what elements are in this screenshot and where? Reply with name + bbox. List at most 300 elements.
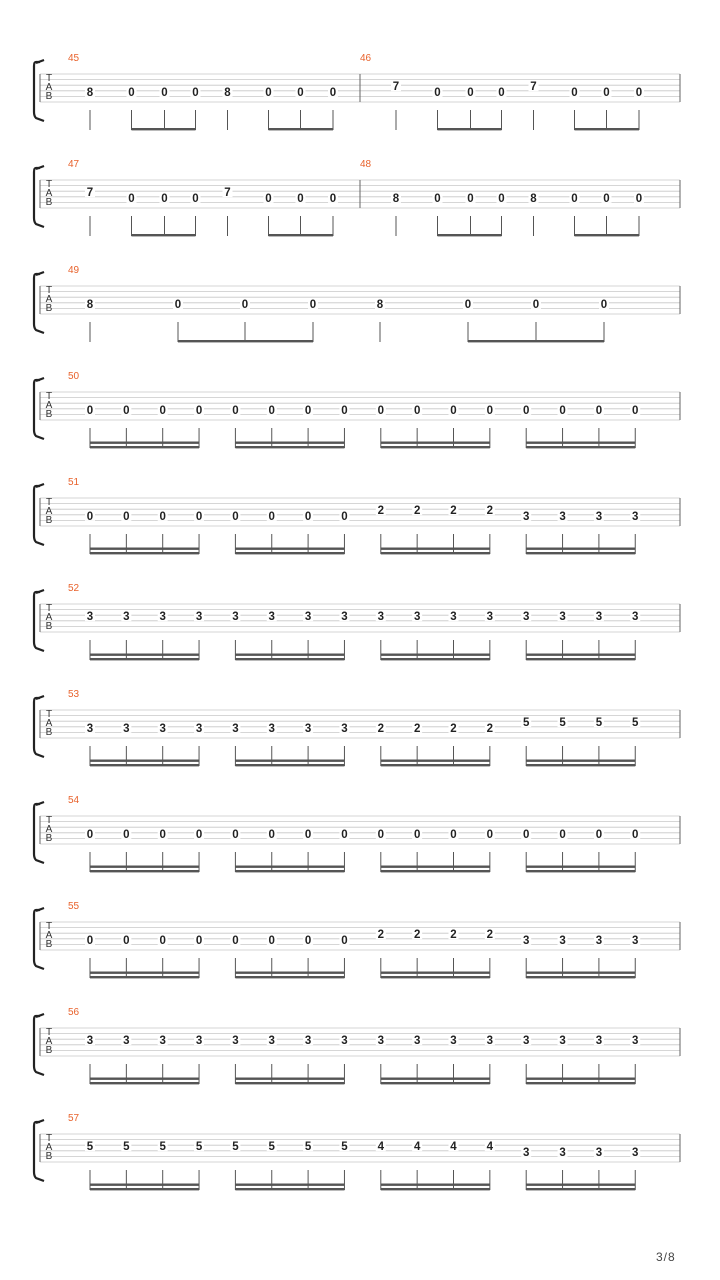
beam-secondary [381,866,490,868]
beam [381,658,490,660]
tab-clef-letter: A [45,824,53,835]
fret-number: 0 [195,510,203,523]
beam-secondary [526,972,635,974]
tab-system [34,1113,680,1190]
system-brace [34,168,44,227]
beam-secondary [526,1184,635,1186]
fret-number: 0 [600,298,608,311]
fret-number: 0 [297,86,304,99]
beam-secondary [526,866,635,868]
beam-secondary [235,866,344,868]
fret-number: 8 [376,298,384,311]
fret-number: 7 [530,81,537,94]
fret-number: 0 [128,86,135,99]
tab-clef-letter: B [45,91,53,102]
fret-number: 0 [603,192,610,205]
tab-clef-letter: T [45,709,53,720]
fret-number: 0 [304,404,312,417]
fret-number: 0 [159,828,166,841]
fret-number: 0 [450,828,457,841]
fret-number: 3 [522,611,530,624]
fret-number: 0 [635,192,643,205]
fret-number: 4 [377,1141,385,1154]
fret-number: 3 [413,611,421,624]
measure-number: 57 [68,1113,80,1124]
fret-number: 0 [309,298,317,311]
measure-number: 54 [68,795,80,806]
system-brace [34,1122,44,1181]
beam-secondary [90,442,199,444]
beam [90,1082,199,1084]
fret-number: 0 [86,934,94,947]
fret-number: 2 [486,505,494,518]
fret-number: 5 [632,717,639,730]
measure-number: 50 [68,371,80,382]
tab-clef-letter: B [45,939,53,950]
system-brace-top [36,272,44,275]
fret-number: 5 [195,1141,203,1154]
fret-number: 0 [341,828,348,841]
system-brace [34,698,44,757]
measure-number: 52 [68,583,80,594]
fret-number: 3 [341,1035,348,1048]
tab-system [34,901,680,978]
system-brace [34,592,44,651]
fret-number: 0 [522,404,530,417]
fret-number: 0 [434,192,441,205]
tab-clef-letter: A [45,718,53,729]
fret-number: 3 [268,722,275,735]
system-brace-top [36,1014,44,1017]
fret-number: 0 [232,404,239,417]
fret-number: 0 [595,404,603,417]
fret-number: 0 [232,828,239,841]
tab-clef-letter: T [45,815,53,826]
fret-number: 0 [161,192,168,205]
measure-number: 49 [68,265,80,276]
fret-number: 0 [571,192,578,205]
beam [381,764,490,766]
system-brace [34,62,44,121]
fret-number: 3 [195,611,203,624]
fret-number: 3 [304,1035,312,1048]
fret-number: 0 [195,404,203,417]
beam [526,1188,635,1190]
fret-number: 8 [86,298,94,311]
beam [575,128,640,130]
tab-clef-letter: A [45,1036,53,1047]
tab-clef-letter: B [45,727,53,738]
fret-number: 0 [297,192,304,205]
fret-number: 3 [522,934,530,947]
fret-number: 3 [86,611,94,624]
fret-number: 4 [413,1141,421,1154]
fret-number: 3 [522,510,530,523]
beam [235,764,344,766]
beam-secondary [90,548,199,550]
fret-number: 3 [632,611,639,624]
beam [468,340,604,342]
fret-number: 0 [532,298,540,311]
tab-clef-letter: B [45,621,53,632]
fret-number: 5 [268,1141,275,1154]
fret-number: 0 [195,828,203,841]
tab-clef-letter: A [45,400,53,411]
system-brace-top [36,166,44,169]
fret-number: 0 [268,510,275,523]
fret-number: 0 [341,404,348,417]
fret-number: 0 [498,192,505,205]
fret-number: 0 [559,828,566,841]
measure-number: 56 [68,1007,80,1018]
fret-number: 0 [161,86,168,99]
fret-number: 0 [265,192,272,205]
beam [132,128,196,130]
fret-number: 0 [450,404,457,417]
fret-number: 5 [559,717,566,730]
beam-secondary [526,548,635,550]
beam-secondary [381,548,490,550]
fret-number: 3 [632,510,639,523]
fret-number: 0 [268,828,275,841]
fret-number: 0 [123,404,130,417]
fret-number: 0 [232,510,239,523]
fret-number: 5 [232,1141,239,1154]
fret-number: 8 [530,192,537,205]
fret-number: 0 [632,828,639,841]
tab-clef-letter: T [45,603,53,614]
tab-clef-letter: B [45,833,53,844]
fret-number: 0 [192,192,199,205]
beam-secondary [526,442,635,444]
beam [90,658,199,660]
fret-number: 3 [559,1035,566,1048]
fret-number: 2 [377,929,385,942]
fret-number: 0 [635,86,643,99]
fret-number: 0 [434,86,441,99]
beam [90,870,199,872]
beam-secondary [381,442,490,444]
fret-number: 0 [159,510,166,523]
system-brace-top [36,378,44,381]
beam [269,128,334,130]
tab-clef-letter: T [45,1027,53,1038]
beam [381,552,490,554]
fret-number: 0 [413,828,421,841]
beam-secondary [381,972,490,974]
fret-number: 0 [268,404,275,417]
beam [132,234,196,236]
beam [90,446,199,448]
system-brace-top [36,484,44,487]
fret-number: 3 [377,611,385,624]
tab-clef-letter: T [45,497,53,508]
tab-clef-letter: T [45,73,53,84]
fret-number: 0 [159,934,166,947]
fret-number: 3 [159,611,166,624]
beam-secondary [235,548,344,550]
fret-number: 3 [559,510,566,523]
fret-number: 0 [268,934,275,947]
tab-clef-letter: B [45,197,53,208]
fret-number: 3 [595,510,603,523]
fret-number: 0 [304,934,312,947]
fret-number: 3 [632,934,639,947]
fret-number: 2 [413,505,421,518]
system-brace-top [36,802,44,805]
fret-number: 0 [159,404,166,417]
fret-number: 0 [304,828,312,841]
system-brace [34,804,44,863]
fret-number: 3 [232,1035,239,1048]
fret-number: 3 [341,722,348,735]
fret-number: 5 [341,1141,348,1154]
fret-number: 3 [195,1035,203,1048]
beam [235,552,344,554]
fret-number: 0 [595,828,603,841]
tab-system [34,371,680,448]
fret-number: 3 [522,1035,530,1048]
fret-number: 5 [522,717,530,730]
fret-number: 3 [486,611,494,624]
beam [438,128,502,130]
fret-number: 3 [595,611,603,624]
system-brace [34,380,44,439]
beam [90,552,199,554]
fret-number: 3 [486,1035,494,1048]
tab-clef-letter: A [45,506,53,517]
fret-number: 0 [123,934,130,947]
fret-number: 0 [232,934,239,947]
fret-number: 0 [341,510,348,523]
fret-number: 0 [522,828,530,841]
page-number: 3/8 [656,1250,676,1264]
fret-number: 0 [341,934,348,947]
beam [526,1082,635,1084]
beam [438,234,502,236]
beam [381,1188,490,1190]
fret-number: 3 [341,611,348,624]
fret-number: 0 [329,192,337,205]
tab-clef-letter: B [45,303,53,314]
fret-number: 3 [232,611,239,624]
beam [381,1082,490,1084]
tab-clef-letter: A [45,188,53,199]
beam-secondary [526,654,635,656]
fret-number: 0 [486,828,494,841]
fret-number: 0 [498,86,505,99]
fret-number: 3 [232,722,239,735]
tab-system [34,1007,680,1084]
fret-number: 2 [377,722,385,735]
tab-clef-letter: T [45,921,53,932]
fret-number: 3 [268,1035,275,1048]
fret-number: 0 [377,828,385,841]
beam-secondary [90,760,199,762]
fret-number: 2 [377,505,385,518]
tab-clef-letter: B [45,515,53,526]
fret-number: 2 [486,722,494,735]
measure-number: 46 [360,53,372,64]
beam-secondary [526,1078,635,1080]
fret-number: 0 [174,298,182,311]
measure-number: 51 [68,477,80,488]
fret-number: 3 [304,722,312,735]
fret-number: 7 [224,187,231,200]
fret-number: 2 [450,929,457,942]
fret-number: 0 [329,86,337,99]
fret-number: 3 [123,1035,130,1048]
fret-number: 0 [571,86,578,99]
beam [235,870,344,872]
tab-clef-letter: A [45,930,53,941]
beam-secondary [235,654,344,656]
tab-system [34,159,680,236]
fret-number: 3 [86,722,94,735]
beam-secondary [235,760,344,762]
beam [526,976,635,978]
beam-secondary [90,654,199,656]
fret-number: 0 [86,404,94,417]
fret-number: 0 [123,510,130,523]
tab-clef-letter: B [45,1151,53,1162]
beam-secondary [381,760,490,762]
beam [235,976,344,978]
tab-clef-letter: A [45,82,53,93]
measure-number: 47 [68,159,80,170]
fret-number: 0 [128,192,135,205]
fret-number: 2 [486,929,494,942]
fret-number: 0 [195,934,203,947]
tab-clef-letter: A [45,1142,53,1153]
system-brace-top [36,60,44,63]
fret-number: 3 [195,722,203,735]
fret-number: 2 [413,722,421,735]
tab-system [34,583,680,660]
system-brace-top [36,590,44,593]
beam [235,658,344,660]
fret-number: 3 [159,722,166,735]
system-brace [34,274,44,333]
fret-number: 3 [413,1035,421,1048]
beam [381,870,490,872]
fret-number: 0 [486,404,494,417]
beam [235,1082,344,1084]
fret-number: 0 [632,404,639,417]
fret-number: 3 [595,1035,603,1048]
fret-number: 0 [467,86,474,99]
beam [235,1188,344,1190]
system-brace-top [36,696,44,699]
fret-number: 4 [486,1141,494,1154]
tab-clef-letter: T [45,179,53,190]
tab-system [34,477,680,554]
measure-number: 55 [68,901,80,912]
system-brace [34,910,44,969]
fret-number: 7 [86,187,94,200]
beam [526,658,635,660]
fret-number: 0 [304,510,312,523]
beam-secondary [235,1184,344,1186]
beam [526,552,635,554]
fret-number: 0 [464,298,472,311]
beam [526,870,635,872]
tab-clef-letter: B [45,409,53,420]
fret-number: 0 [86,828,94,841]
fret-number: 3 [304,611,312,624]
beam-secondary [381,1184,490,1186]
fret-number: 4 [450,1141,457,1154]
beam-secondary [235,972,344,974]
fret-number: 8 [86,86,94,99]
fret-number: 3 [632,1146,639,1159]
beam [381,976,490,978]
fret-number: 2 [413,929,421,942]
beam [526,446,635,448]
fret-number: 3 [159,1035,166,1048]
fret-number: 5 [304,1141,312,1154]
fret-number: 0 [467,192,474,205]
measure-number: 53 [68,689,80,700]
fret-number: 3 [559,611,566,624]
fret-number: 3 [559,1146,566,1159]
fret-number: 3 [123,722,130,735]
fret-number: 0 [86,510,94,523]
system-brace-top [36,908,44,911]
fret-number: 0 [192,86,199,99]
fret-number: 0 [265,86,272,99]
tab-clef-letter: B [45,1045,53,1056]
fret-number: 5 [159,1141,166,1154]
fret-number: 3 [86,1035,94,1048]
beam-secondary [381,654,490,656]
beam [178,340,313,342]
fret-number: 0 [123,828,130,841]
fret-number: 3 [377,1035,385,1048]
fret-number: 3 [595,1146,603,1159]
tab-clef-letter: T [45,285,53,296]
fret-number: 0 [603,86,610,99]
beam-secondary [235,442,344,444]
fret-number: 3 [268,611,275,624]
fret-number: 3 [450,1035,457,1048]
beam [90,764,199,766]
system-brace-top [36,1120,44,1123]
fret-number: 3 [450,611,457,624]
beam-secondary [90,1184,199,1186]
fret-number: 3 [123,611,130,624]
tab-system [34,795,680,872]
beam-secondary [381,1078,490,1080]
tab-system [34,689,680,766]
beam-secondary [235,1078,344,1080]
beam [381,446,490,448]
fret-number: 5 [86,1141,94,1154]
tab-clef-letter: T [45,391,53,402]
tab-system [34,53,680,130]
fret-number: 0 [377,404,385,417]
measure-number: 48 [360,159,372,170]
fret-number: 0 [241,298,249,311]
fret-number: 8 [224,86,231,99]
beam-secondary [526,760,635,762]
system-brace [34,1016,44,1075]
fret-number: 3 [595,934,603,947]
fret-number: 8 [392,192,400,205]
fret-number: 3 [559,934,566,947]
beam [269,234,334,236]
beam [575,234,640,236]
